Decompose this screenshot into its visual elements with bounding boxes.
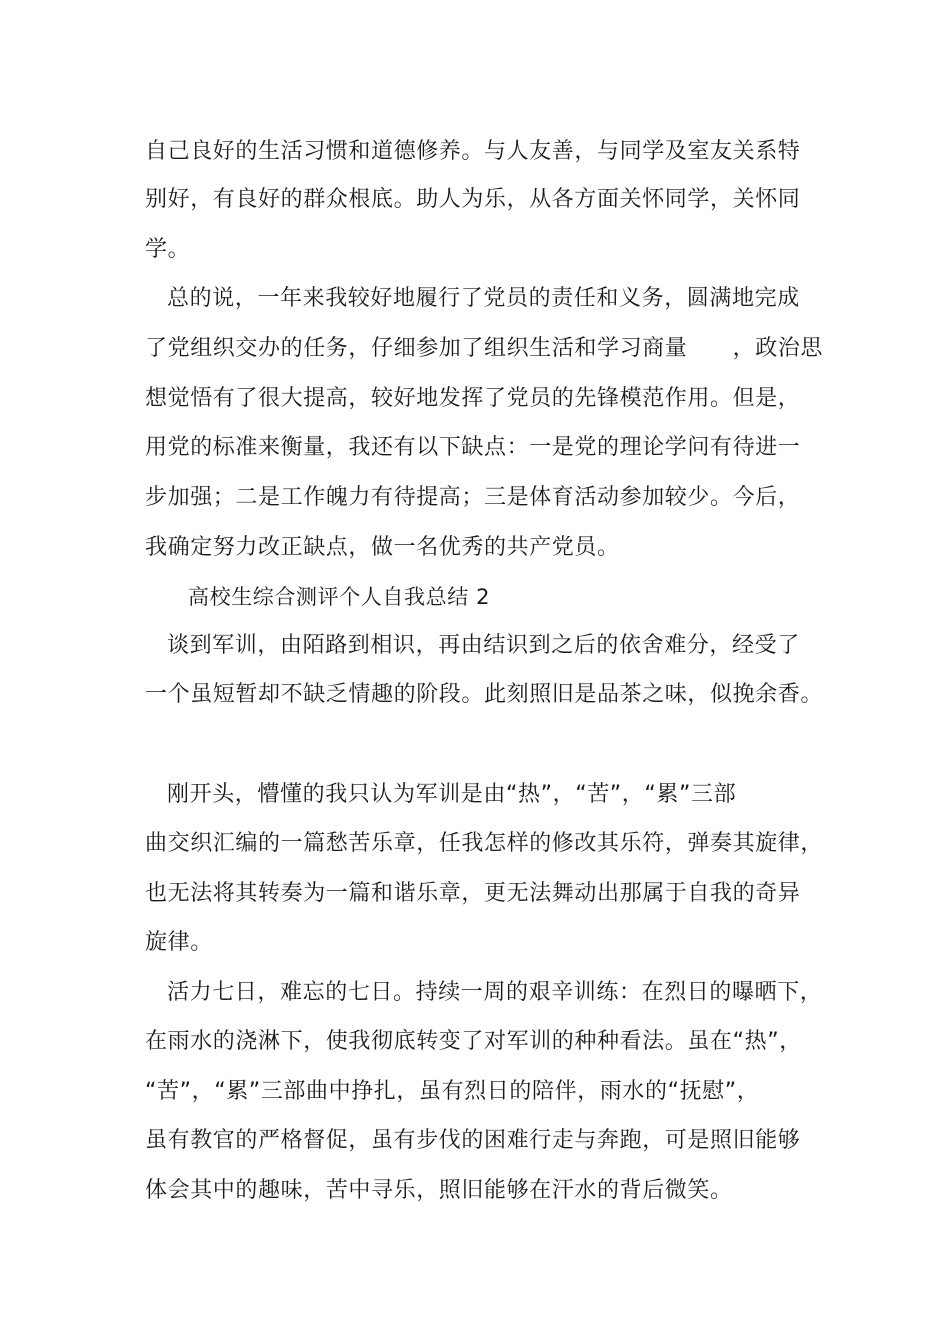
paragraph-line: 一个虽短暂却不缺乏情趣的阶段。此刻照旧是品茶之味，似挽余香。 [145,682,824,707]
paragraph-line: 学。 [145,237,191,262]
paragraph-line: 想觉悟有了很大提高，较好地发挥了党员的先锋模范作用。但是， [145,386,801,411]
paragraph-line: 也无法将其转奏为一篇和谐乐章，更无法舞动出那属于自我的奇异 [145,881,801,906]
paragraph-line: 别好，有良好的群众根底。助人为乐，从各方面关怀同学，关怀同 [145,187,801,212]
paragraph-line: 曲交织汇编的一篇愁苦乐章，任我怎样的修改其乐符，弹奏其旋律， [145,831,824,856]
paragraph-line: 活力七日，难忘的七日。持续一周的艰辛训练：在烈日的曝晒下， [167,980,823,1005]
paragraph-line: 总的说，一年来我较好地履行了党员的责任和义务，圆满地完成 [167,286,800,311]
paragraph-line: 步加强；二是工作魄力有待提高；三是体育活动参加较少。今后， [145,485,801,510]
paragraph-line: 了党组织交办的任务，仔细参加了组织生活和学习商量 ，政治思 [145,336,824,361]
paragraph-line: 谈到军训，由陌路到相识，再由结识到之后的依舍难分，经受了 [167,633,800,658]
paragraph-line: 用党的标准来衡量，我还有以下缺点：一是党的理论学问有待进一 [145,435,801,460]
paragraph-line: 在雨水的浇淋下，使我彻底转变了对军训的种种看法。虽在“热”， [145,1029,802,1054]
paragraph-line: 自己良好的生活习惯和道德修养。与人友善，与同学及室友关系特 [145,139,801,164]
section-heading: 高校生综合测评个人自我总结 2 [188,585,491,609]
paragraph-line: “苦”，“累”三部曲中挣扎，虽有烈日的陪伴，雨水的“抚慰”， [145,1079,760,1104]
paragraph-line: 刚开头，懵懂的我只认为军训是由“热”，“苦”，“累”三部 [167,782,737,807]
paragraph-line: 体会其中的趣味，苦中寻乐，照旧能够在汗水的背后微笑。 [145,1178,733,1203]
paragraph-line: 我确定努力改正缺点，做一名优秀的共产党员。 [145,535,620,560]
paragraph-line: 旋律。 [145,930,213,955]
paragraph-line: 虽有教官的严格督促，虽有步伐的困难行走与奔跑，可是照旧能够 [145,1128,801,1153]
